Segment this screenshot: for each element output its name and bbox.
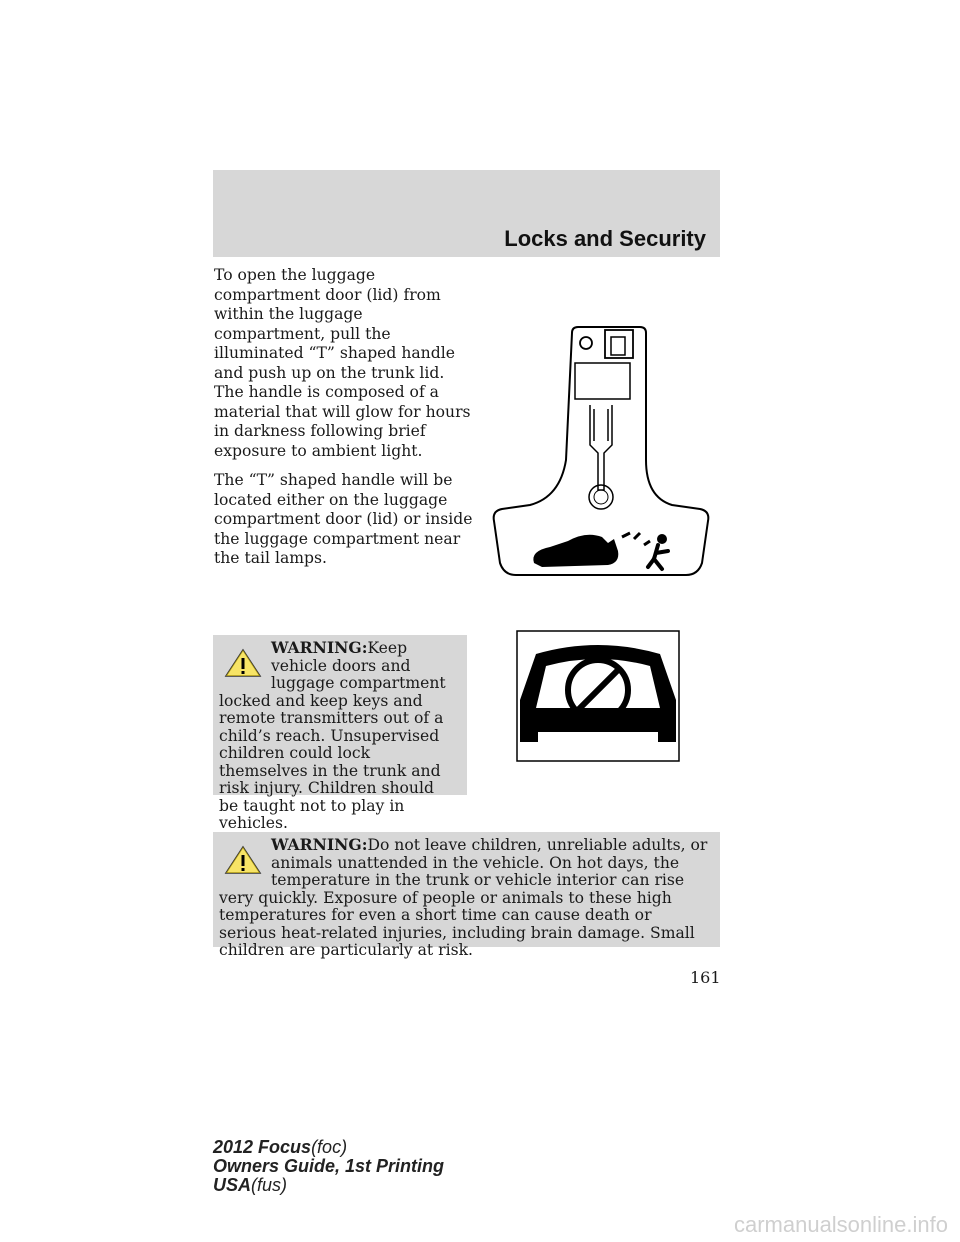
footer-edition: Owners Guide, 1st Printing [213, 1156, 445, 1176]
paragraph-open-trunk: To open the luggage compartment door (lid) from within the luggage compartment, pull the illuminated “T” shaped handle and push up on the trunk lid. The handle is composed of a material that will glow for hours in darkness following brief exposure to ambient light. [214, 266, 471, 460]
no-children-in-trunk-icon [516, 630, 680, 762]
footer-market: USA [213, 1175, 252, 1195]
body-text [214, 266, 476, 579]
watermark: carmanualsonline.info [733, 1212, 948, 1237]
section-title: Locks and Security [504, 226, 706, 251]
t-handle-illustration [490, 325, 712, 580]
warning-triangle-icon [223, 647, 263, 679]
warning-label: WARNING: [271, 835, 368, 854]
footer-market-code: (fus) [251, 1175, 288, 1195]
page-number: 161 [690, 968, 721, 987]
warning-box-child-access [213, 635, 467, 832]
paragraph-handle-location: The “T” shaped handle will be located either on the luggage compartment door (lid) or inside the luggage compartment near the tail lamps. [214, 471, 473, 567]
warning-text: Do not leave children, unreliable adults, or animals unattended in the vehicle. On hot days, the temperature in the trunk or vehicle interior can rise very quickly. Exposure of people or animals to these high temperatures for even a short time can cause death or serious heat-related injuries, including brain damage. Small children are particularly at risk. [219, 836, 708, 959]
footer-model: 2012 Focus [213, 1137, 312, 1157]
footer-model-code: (foc) [311, 1137, 348, 1157]
warning-box-heat [213, 832, 720, 959]
warning-text: Keep vehicle doors and luggage compartment locked and keep keys and remote transmitters out of a child’s reach. Unsupervised children could lock themselves in the trunk and risk injury. Children should be taught not to play in vehicles. [219, 639, 446, 832]
warning-label: WARNING: [271, 638, 368, 657]
footer [213, 1138, 444, 1195]
warning-triangle-icon [223, 844, 263, 876]
header-band [213, 170, 720, 257]
